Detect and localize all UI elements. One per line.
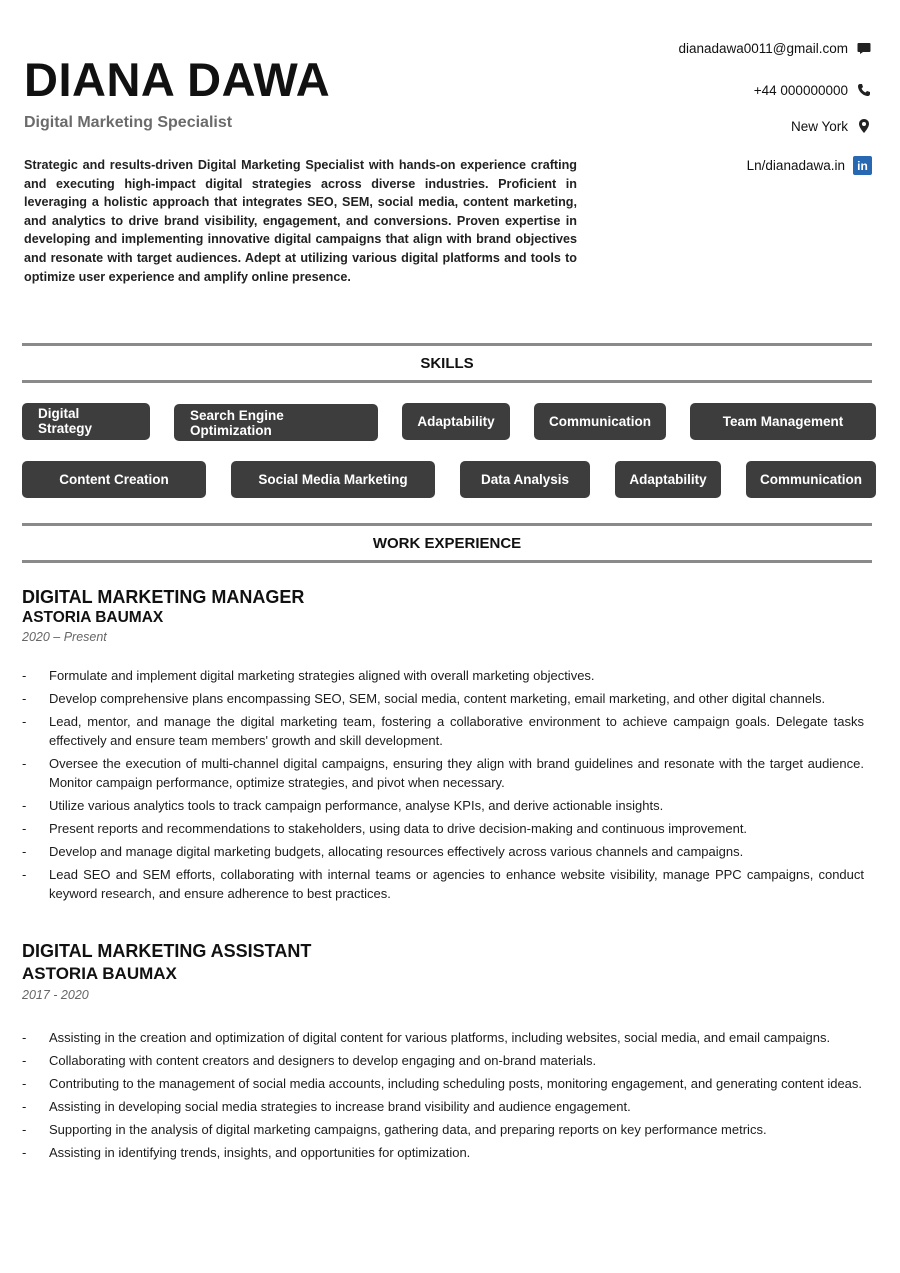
email-text[interactable]: dianadawa0011@gmail.com [678,40,848,56]
job-bullets [22,666,864,903]
skill-chip: Communication [746,461,876,498]
bullet-item: - Develop and manage digital marketing budgets, allocating resources effectively across various channels and campaigns. [22,842,864,861]
profile-summary: Strategic and results-driven Digital Marketing Specialist with hands-on experience crafting and executing high-impact digital strategies across diverse industries. Proficient in leveraging a holistic approach that integrates SEO, SEM, social media, content marketing, and analytics to drive brand visibility, engagement, and conversions. Proven expertise in developing and implementing innovative digital campaigns that align with brand objectives and resonate with target audiences. Adept at utilizing various digital platforms and tools to optimize user experience and amplify online presence. [24,158,577,284]
skill-chip: Digital Strategy [22,403,150,440]
skills-row-2 [22,461,876,498]
job-dates: 2020 – Present [22,630,107,644]
location-pin-icon [856,118,872,134]
bullet-item: - Lead SEO and SEM efforts, collaborating with internal teams or agencies to enhance website visibility, manage PPC campaigns, conduct keyword research, and ensure adherence to best practices. [22,865,864,903]
bullet-item: - Formulate and implement digital marketing strategies aligned with overall marketing objectives. [22,666,864,685]
contact-linkedin[interactable] [572,156,872,175]
skill-chip: Adaptability [402,403,510,440]
skill-chip: Communication [534,403,666,440]
email-icon [856,40,872,56]
bullet-item: - Contributing to the management of social media accounts, including scheduling posts, monitoring engagement, and generating content ideas. [22,1074,864,1093]
bullet-item: - Lead, mentor, and manage the digital marketing team, fostering a collaborative environment to achieve campaign goals. Delegate tasks effectively and ensure team members' growth and skill development. [22,712,864,750]
bullet-item: - Assisting in the creation and optimization of digital content for various platforms, including websites, social media, and email campaigns. [22,1028,864,1047]
bullet-item: - Collaborating with content creators and designers to develop engaging and on-brand materials. [22,1051,864,1070]
skill-chip: Adaptability [615,461,721,498]
job-bullets [22,1028,864,1162]
bullet-item: - Supporting in the analysis of digital marketing campaigns, gathering data, and preparing reports on key performance metrics. [22,1120,864,1139]
skills-list [22,401,876,498]
job-dates: 2017 - 2020 [22,988,89,1002]
phone-text[interactable]: +44 000000000 [753,82,848,98]
bullet-item: - Utilize various analytics tools to track campaign performance, analyse KPIs, and derive actionable insights. [22,796,864,815]
location-text: New York [790,118,848,134]
bullet-item: - Present reports and recommendations to stakeholders, using data to drive decision-making and continuous improvement. [22,819,864,838]
bullet-item: - Develop comprehensive plans encompassing SEO, SEM, social media, content marketing, email marketing, and other digital channels. [22,689,864,708]
contact-location [572,118,872,134]
job-company: ASTORIA BAUMAX [22,964,177,983]
skill-chip: Content Creation [22,461,206,498]
skill-chip: Social Media Marketing [231,461,435,498]
linkedin-icon[interactable]: in [853,156,872,175]
skills-section-header: SKILLS [22,343,872,383]
contact-email[interactable] [572,40,872,56]
skills-row-1 [22,401,876,441]
bullet-item: - Assisting in identifying trends, insights, and opportunities for optimization. [22,1143,864,1162]
skill-chip: Team Management [690,403,876,440]
job-title-heading: Digital Marketing Specialist [24,114,233,131]
linkedin-text[interactable]: Ln/dianadawa.in [746,158,845,173]
candidate-name: DIANA DAWA [24,53,331,106]
work-section-header: WORK EXPERIENCE [22,523,872,563]
skill-chip: Data Analysis [460,461,590,498]
job-entry [22,940,864,1166]
contact-phone[interactable] [572,82,872,98]
job-position: DIGITAL MARKETING ASSISTANT [22,941,312,961]
bullet-item: - Assisting in developing social media strategies to increase brand visibility and audience engagement. [22,1097,864,1116]
phone-icon [856,82,872,98]
skill-chip: Search Engine Optimization [174,404,378,441]
bullet-item: - Oversee the execution of multi-channel digital campaigns, ensuring they align with brand guidelines and resonate with the target audience. Monitor campaign performance, optimize strategies, and pivot when necessary. [22,754,864,792]
job-company: ASTORIA BAUMAX [22,609,164,626]
job-entry [22,586,864,907]
job-position: DIGITAL MARKETING MANAGER [22,587,305,607]
